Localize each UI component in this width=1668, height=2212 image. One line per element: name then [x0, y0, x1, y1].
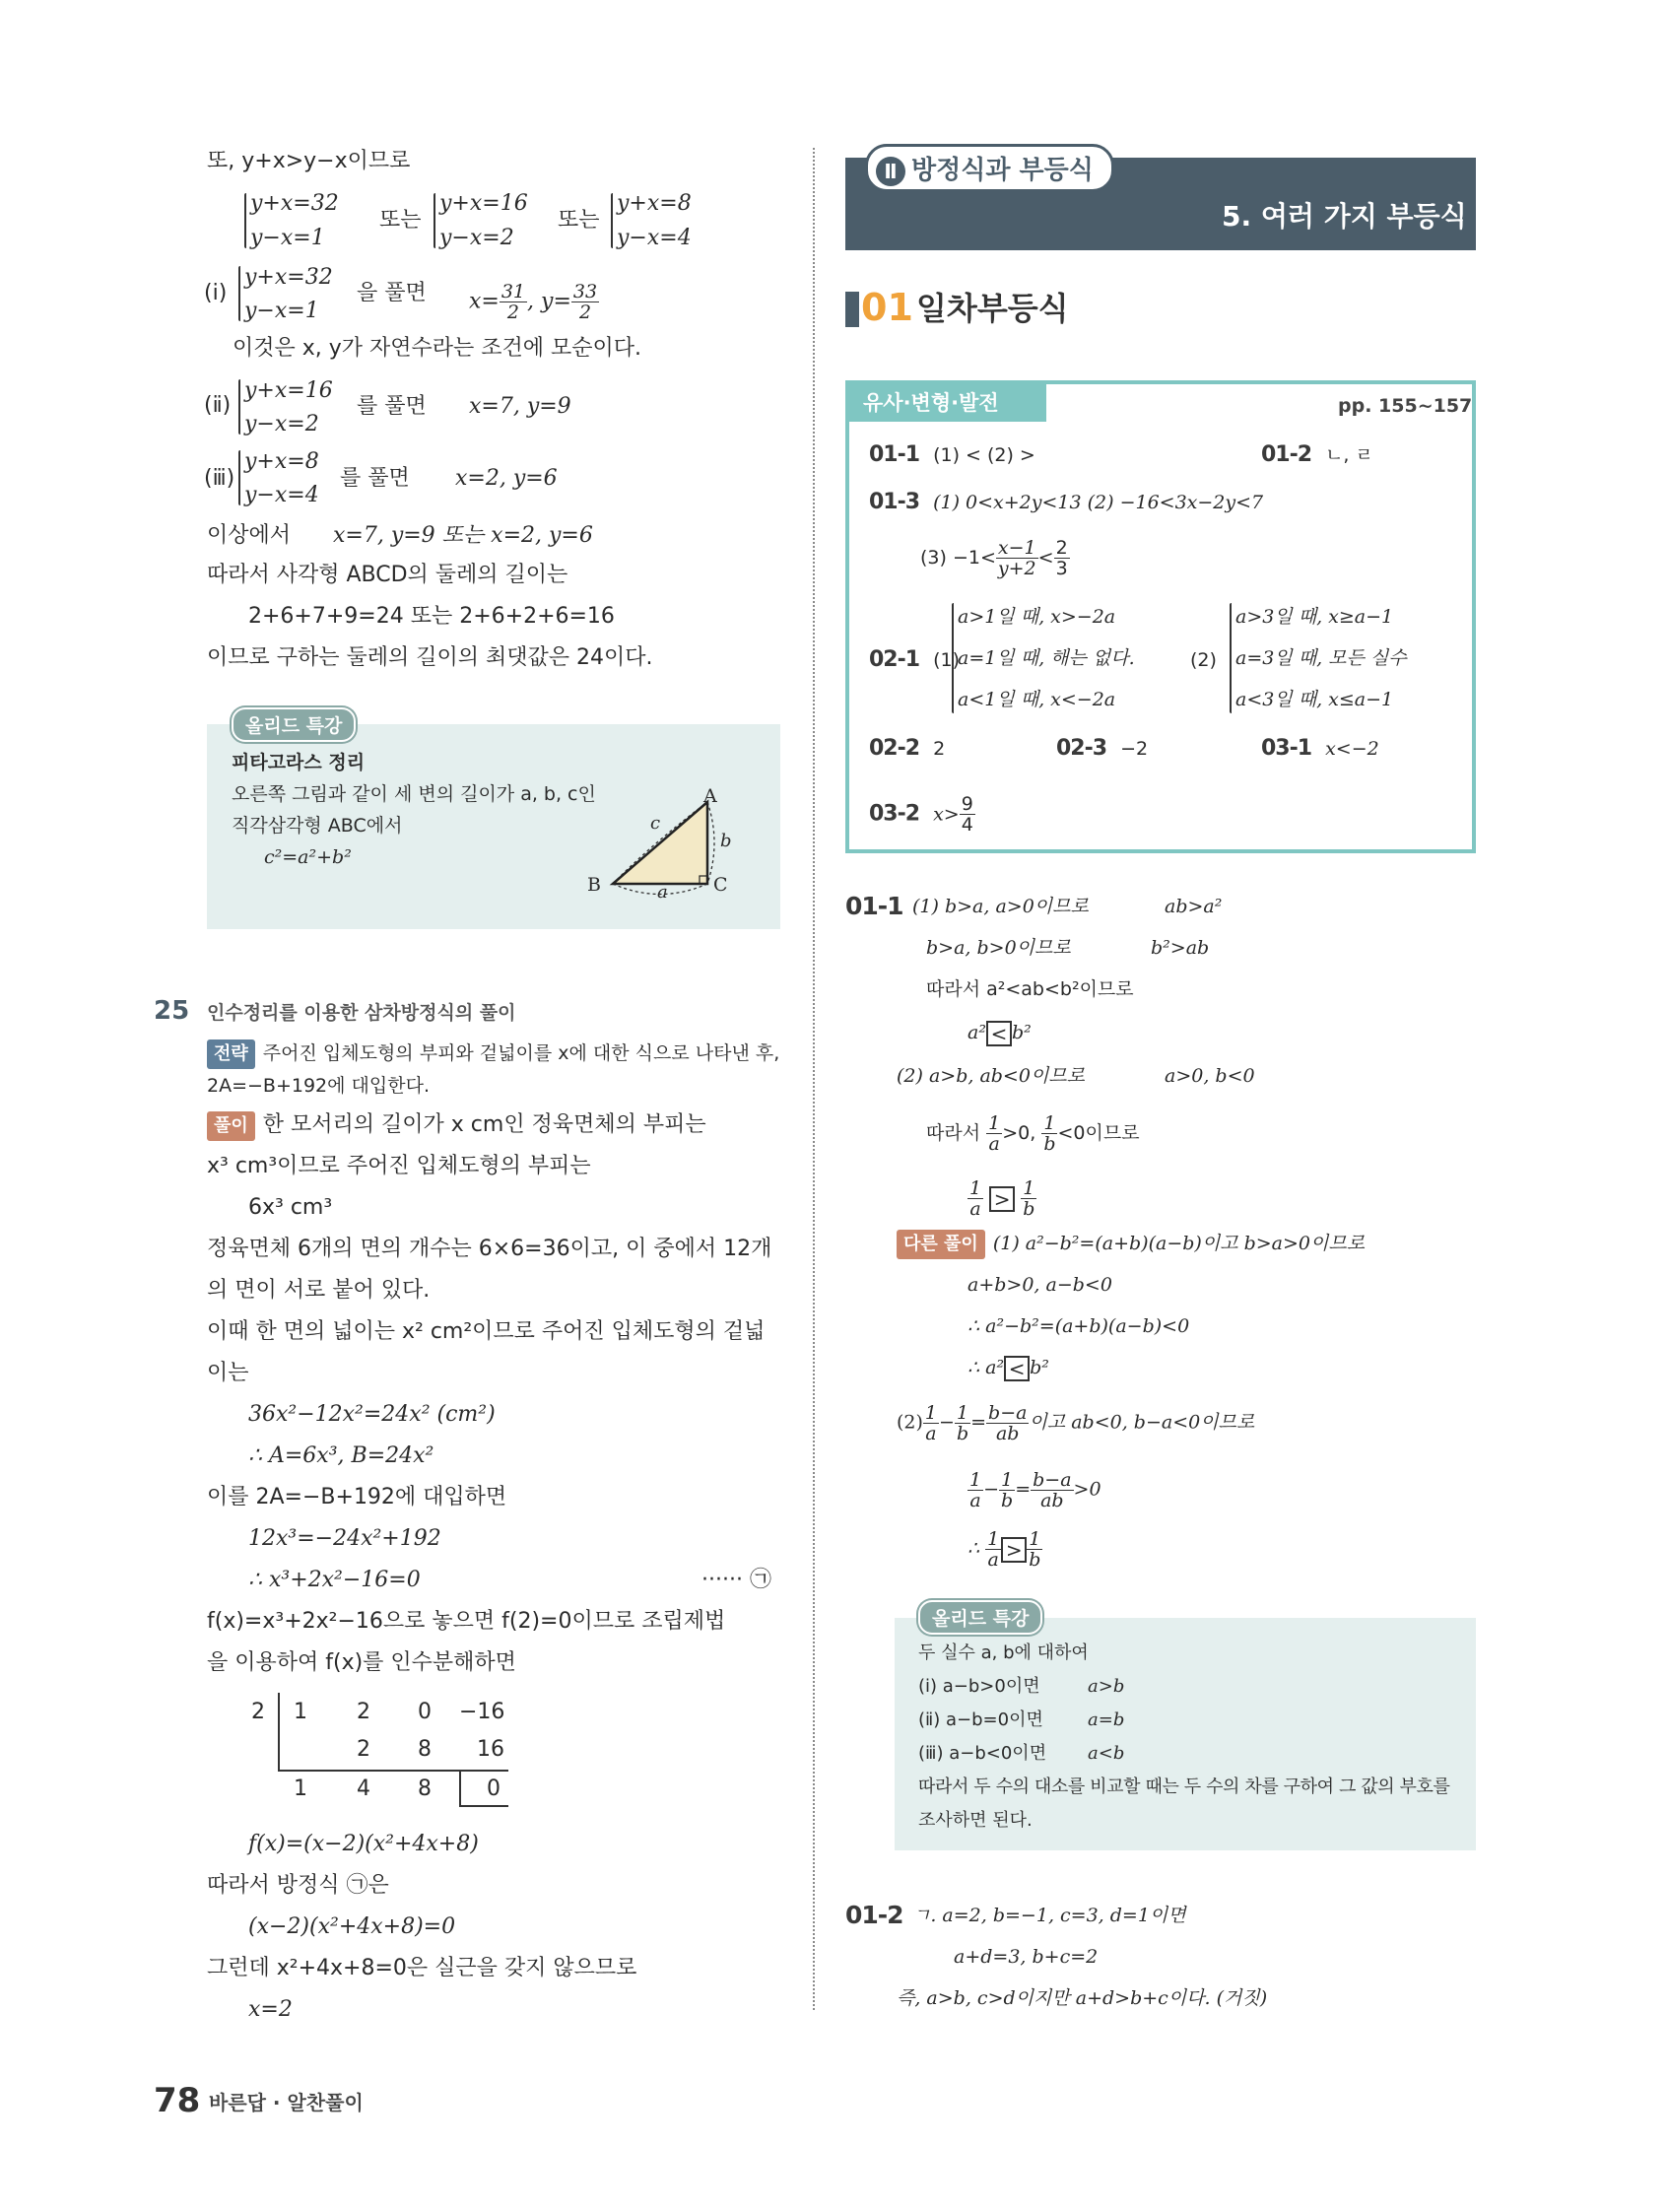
equation: y+x=16 [244, 378, 333, 403]
answer-case: a>3일 때, x≥a−1 [1235, 606, 1394, 628]
system-brace [238, 379, 240, 435]
solution-line: 정육면체 6개의 면의 개수는 6×6=36이고, 이 중에서 12개 [207, 1237, 772, 1261]
answer-case: a=3일 때, 모든 실수 [1235, 647, 1407, 669]
solution-line: f(x)=x³+2x²−16으로 놓으면 f(2)=0이므로 조립제법 [207, 1609, 726, 1634]
result: x=2, y=6 [455, 466, 558, 491]
answer-case: a<3일 때, x≤a−1 [1235, 689, 1394, 710]
vertex-label-b: B [587, 874, 601, 896]
answer-case: a>1일 때, x>−2a [958, 606, 1116, 628]
solution-line: a+b>0, a−b<0 [967, 1274, 1112, 1296]
tip-text: 조사하면 된다. [918, 1810, 1033, 1831]
equation: y−x=1 [244, 299, 319, 323]
text-line: 또, y+x>y−x이므로 [207, 149, 411, 173]
solution-line: b²>ab [1151, 937, 1210, 959]
tip-text: a=b [1088, 1709, 1125, 1730]
equation: y−x=1 [250, 226, 325, 250]
side-label-b: b [720, 831, 732, 851]
system-brace [244, 193, 246, 248]
tip-badge: 올리드 특강 [918, 1600, 1042, 1635]
sd-remainder-line [459, 1772, 461, 1807]
text-line: 이것은 x, y가 자연수라는 조건에 모순이다. [233, 336, 642, 361]
solution-line: 풀이 한 모서리의 길이가 x cm인 정육면체의 부피는 [207, 1111, 706, 1141]
sd-cell: 8 [418, 1737, 432, 1762]
tip-text: 두 실수 a, b에 대하여 [918, 1642, 1089, 1663]
section-title: 5. 여러 가지 부등식 [1222, 200, 1467, 233]
answer-row: 02-3 −2 [1056, 736, 1149, 761]
solution-line: 이때 한 면의 넓이는 x² cm²이므로 주어진 입체도형의 겉넓 [207, 1319, 766, 1344]
solution-line: 따라서 방정식 ㉠은 [207, 1873, 389, 1898]
solution-line: x³ cm³이므로 주어진 입체도형의 부피는 [207, 1154, 591, 1178]
case-brace [1230, 603, 1232, 713]
vertex-label-c: C [713, 874, 728, 896]
chapter-number: Ⅱ [876, 157, 905, 186]
answer-tab: 유사·변형·발전 [849, 384, 1046, 422]
side-label-a: a [657, 882, 668, 903]
solution-line: ab>a² [1165, 896, 1223, 917]
strategy-tag: 전략 [207, 1039, 255, 1069]
column-divider [813, 148, 815, 2010]
tip-text: (ⅲ) a−b<0이면 [918, 1743, 1047, 1764]
page-range: pp. 155~157 [1338, 395, 1473, 417]
solution-line: 을 이용하여 f(x)를 인수분해하면 [207, 1650, 516, 1675]
unit-title: 일차부등식 [916, 290, 1069, 327]
answer-row: 02-1 (1) [869, 647, 960, 672]
tip-text: 따라서 두 수의 대소를 비교할 때는 두 수의 차를 구하여 그 값의 부호를 [918, 1776, 1450, 1797]
sd-vline [278, 1693, 280, 1770]
unit-number: 01 [861, 286, 913, 329]
solution-line: (x−2)(x²+4x+8)=0 [248, 1914, 456, 1939]
sd-cell: −16 [459, 1700, 505, 1724]
sd-cell: 2 [251, 1700, 265, 1724]
text-line: 이상에서 [207, 523, 292, 548]
solution-line: 의 면이 서로 붙어 있다. [207, 1278, 431, 1303]
sd-cell: 4 [357, 1776, 370, 1801]
equation: y+x=16 [439, 191, 528, 216]
problem-number: 25 [154, 996, 190, 1026]
solution-line: ∴ A=6x³, B=24x² [248, 1443, 434, 1468]
answer-row: 01-2 ㄴ, ㄹ [1261, 442, 1373, 467]
sd-cell: 2 [357, 1737, 370, 1762]
solution-line: (2) $\frac{1}{a}$ − $\frac{1}{b}$ = $\frac{b-a}{ab}$ 이고 ab<0, b−a<0이므로 [897, 1402, 1255, 1444]
sd-cell: 0 [418, 1700, 432, 1724]
sd-hline [278, 1770, 508, 1772]
equation: y−x=2 [439, 226, 514, 250]
answer-row: 01-3 (1) 0<x+2y<13 (2) −16<3x−2y<7 [869, 490, 1264, 514]
sd-remainder-line [459, 1805, 508, 1807]
solution-line: 6x³ cm³ [248, 1195, 333, 1220]
equation: y+x=32 [244, 265, 333, 290]
problem-title: 인수정리를 이용한 삼차방정식의 풀이 [207, 1002, 516, 1024]
answer-row: 02-2 2 [869, 736, 946, 761]
solution-line: 즉, a>b, c>d이지만 a+d>b+c이다. (거짓) [897, 1987, 1268, 2009]
solution-line: a+d=3, b+c=2 [954, 1946, 1099, 1968]
solution-line: ∴ a²−b²=(a+b)(a−b)<0 [967, 1315, 1190, 1337]
case-label: (ⅲ) [204, 466, 235, 491]
solution-line: f(x)=(x−2)(x²+4x+8) [248, 1832, 479, 1856]
case-label: (ⅰ) [204, 281, 228, 305]
answer-case-label: (2) [1190, 649, 1217, 671]
equation: y+x=32 [250, 191, 339, 216]
sd-cell: 8 [418, 1776, 432, 1801]
solution-line: 12x³=−24x²+192 [248, 1526, 441, 1551]
tip-text: a<b [1088, 1743, 1125, 1764]
solution-label: 01-1 [845, 892, 903, 920]
tip-text: 직각삼각형 ABC에서 [232, 815, 403, 837]
text: 을 풀면 [357, 281, 427, 305]
text-line: 따라서 사각형 ABCD의 둘레의 길이는 [207, 563, 568, 587]
system-brace [434, 193, 435, 248]
sd-cell: 0 [487, 1776, 500, 1801]
tip-text: (ⅱ) a−b=0이면 [918, 1709, 1043, 1730]
solution-line: a² < b² [967, 1022, 1032, 1045]
sd-cell: 2 [357, 1700, 370, 1724]
text: 를 풀면 [357, 394, 427, 419]
tip-formula: c²=a²+b² [264, 846, 352, 868]
chapter-title: 방정식과 부등식 [911, 156, 1094, 185]
solution-line: $\frac{1}{a}$ > $\frac{1}{b}$ [969, 1177, 1035, 1220]
strategy-line: 전략 주어진 입체도형의 부피와 겉넓이를 x에 대한 식으로 나타낸 후, [207, 1039, 779, 1069]
solution-label: 01-2 [845, 1901, 903, 1929]
solution-line: ∴ a² < b² [967, 1357, 1049, 1380]
solution-line: 그런데 x²+4x+8=0은 실근을 갖지 않으므로 [207, 1956, 637, 1980]
solution-line: ㄱ. a=2, b=−1, c=3, d=1이면 [912, 1905, 1186, 1926]
equation: y+x=8 [617, 191, 692, 216]
solution-line: 이를 2A=−B+192에 대입하면 [207, 1485, 507, 1509]
solution-line: ∴ $\frac{1}{a}$ > $\frac{1}{b}$ [967, 1528, 1041, 1571]
footer-text: 바른답 · 알찬풀이 [209, 2091, 364, 2114]
tip-text: 오른쪽 그림과 같이 세 변의 길이가 a, b, c인 [232, 783, 596, 805]
side-label-c: c [650, 813, 661, 834]
text-or: 또는 [379, 208, 422, 233]
case-label: (ⅱ) [204, 393, 232, 418]
solution-line: 이는 [207, 1361, 249, 1385]
tip-text: (ⅰ) a−b>0이면 [918, 1676, 1040, 1697]
alt-solution-line: 다른 풀이 (1) a²−b²=(a+b)(a−b)이고 b>a>0이므로 [897, 1230, 1365, 1259]
solution-line: 따라서 a²<ab<b²이므로 [926, 978, 1134, 1000]
sd-cell: 1 [294, 1700, 307, 1724]
text-line: x=7, y=9 또는 x=2, y=6 [333, 523, 593, 548]
solution-line: 따라서 $\frac{1}{a}$ >0, $\frac{1}{b}$ <0이므로 [926, 1112, 1140, 1155]
solution-line: $\frac{1}{a}$ − $\frac{1}{b}$ = $\frac{b-a}{ab}$ >0 [969, 1469, 1101, 1511]
text-line: 이므로 구하는 둘레의 길이의 최댓값은 24이다. [207, 645, 653, 670]
sd-cell: 16 [477, 1737, 504, 1762]
answer-row: 03-1 x<−2 [1261, 736, 1379, 761]
solution-line: 36x²−12x²=24x² (cm²) [248, 1402, 496, 1427]
solution-line: ∴ x³+2x²−16=0 [248, 1568, 421, 1592]
sd-cell: 1 [294, 1776, 307, 1801]
equation: y−x=4 [244, 483, 319, 507]
page-number: 78 [154, 2081, 201, 2120]
answer-row: 03-2 x> $\frac{9}{4}$ [869, 793, 973, 836]
system-brace [238, 450, 240, 505]
text-line: 2+6+7+9=24 또는 2+6+2+6=16 [248, 604, 615, 629]
text-or: 또는 [558, 208, 600, 233]
tip-text: a>b [1088, 1676, 1125, 1697]
equation: y−x=4 [617, 226, 692, 250]
system-brace [238, 266, 240, 321]
equation: y−x=2 [244, 412, 319, 436]
result: x=7, y=9 [469, 394, 571, 419]
vertex-label-a: A [703, 785, 717, 807]
answer-case: a<1일 때, x<−2a [958, 689, 1116, 710]
solution-line: b>a, b>0이므로 [926, 937, 1071, 959]
case-brace [952, 603, 954, 713]
answer-row: (3) −1< $\frac{x-1}{y+2}$ < $\frac{2}{3}$ [920, 537, 1068, 579]
chapter-chip [865, 144, 1114, 192]
system-brace [611, 193, 613, 248]
text: 를 풀면 [340, 466, 410, 491]
unit-bar [845, 292, 859, 327]
solution-line: a>0, b<0 [1165, 1065, 1255, 1087]
solution-tag: 풀이 [207, 1111, 255, 1141]
tip-badge: 올리드 특강 [232, 707, 356, 742]
answer-row: 01-1 (1) < (2) > [869, 442, 1035, 467]
alt-solution-tag: 다른 풀이 [897, 1230, 985, 1259]
solution-line: (2) a>b, ab<0이므로 [897, 1065, 1086, 1087]
tip-title: 피타고라스 정리 [232, 752, 366, 773]
result-x: x= $\frac{31}{2}$ , y= $\frac{33}{2}$ [469, 281, 598, 323]
equation: y+x=8 [244, 449, 319, 474]
solution-line: (1) b>a, a>0이므로 [912, 896, 1089, 917]
answer-case: a=1일 때, 해는 없다. [958, 647, 1135, 669]
equation-tag: ······ ㉠ [701, 1568, 771, 1592]
solution-line: x=2 [248, 1997, 293, 2022]
strategy-line: 2A=−B+192에 대입한다. [207, 1075, 430, 1097]
